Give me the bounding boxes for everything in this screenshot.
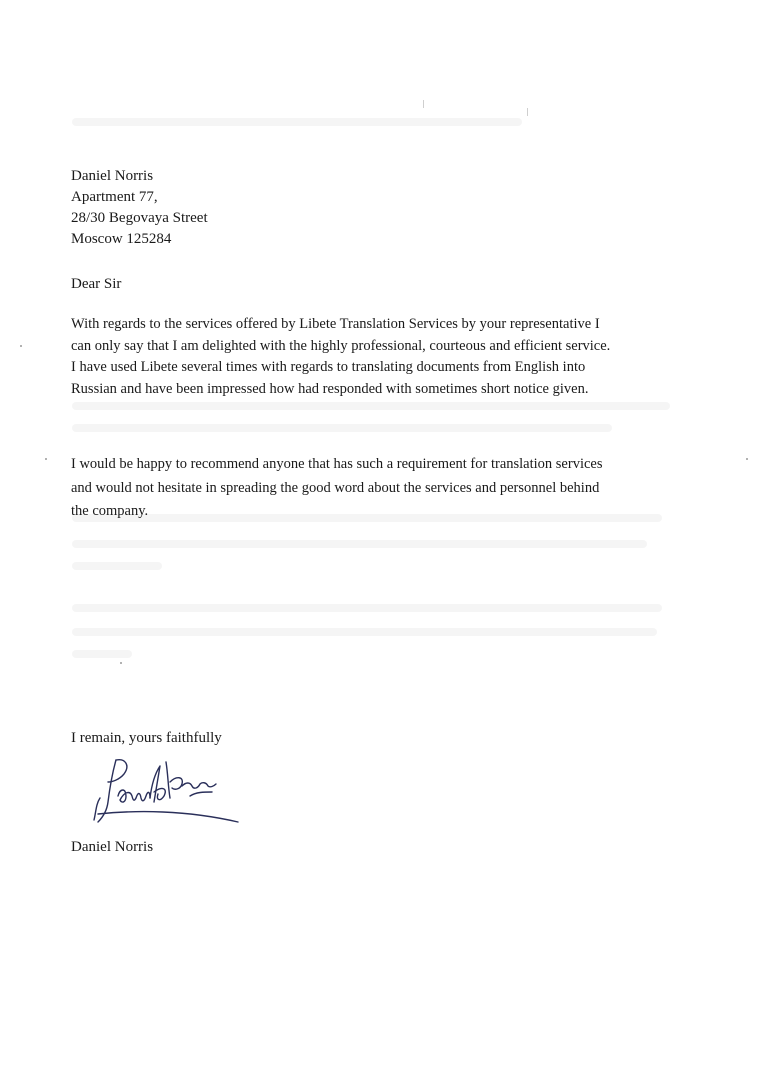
paragraph-line: I have used Libete several times with regards to translating documents from English into bbox=[71, 359, 586, 375]
paragraph-line: I would be happy to recommend anyone that has such a requirement for translation services bbox=[71, 456, 603, 472]
address-line-3: Moscow 125284 bbox=[71, 231, 172, 247]
salutation: Dear Sir bbox=[71, 276, 122, 292]
scan-bleed-line bbox=[72, 628, 657, 636]
paragraph-line: and would not hesitate in spreading the good word about the services and personnel behind bbox=[71, 479, 600, 496]
paragraph-line: With regards to the services offered by Libete Translation Services by your representative I bbox=[71, 316, 600, 332]
scan-bleed-line bbox=[72, 540, 647, 548]
paragraph-line: Russian and have been impressed how had responded with sometimes short notice given. bbox=[71, 380, 589, 397]
scan-mark bbox=[527, 108, 528, 116]
address-line-1: Apartment 77, bbox=[71, 189, 158, 205]
scan-mark bbox=[423, 100, 424, 108]
paragraph-line: can only say that I am delighted with the highly professional, courteous and efficient service. bbox=[71, 337, 611, 354]
scan-bleed-line bbox=[72, 402, 670, 410]
scan-speck bbox=[120, 662, 122, 664]
scan-bleed-line bbox=[72, 650, 132, 658]
paragraph-line: the company. bbox=[71, 503, 149, 519]
address-line-2: 28/30 Begovaya Street bbox=[71, 210, 208, 226]
address-name: Daniel Norris bbox=[71, 168, 154, 184]
closing-line: I remain, yours faithfully bbox=[71, 730, 222, 746]
scan-bleed-line bbox=[72, 424, 612, 432]
scan-speck bbox=[20, 345, 22, 347]
sender-address bbox=[71, 166, 208, 250]
signer-name: Daniel Norris bbox=[71, 839, 154, 855]
scan-bleed-line bbox=[72, 604, 662, 612]
scan-speck bbox=[746, 458, 748, 460]
body-paragraph-2 bbox=[71, 453, 603, 524]
scan-bleed-line bbox=[72, 118, 522, 126]
body-paragraph-1 bbox=[71, 314, 610, 400]
handwritten-signature bbox=[86, 752, 246, 828]
scan-speck bbox=[45, 458, 47, 460]
scan-bleed-line bbox=[72, 562, 162, 570]
